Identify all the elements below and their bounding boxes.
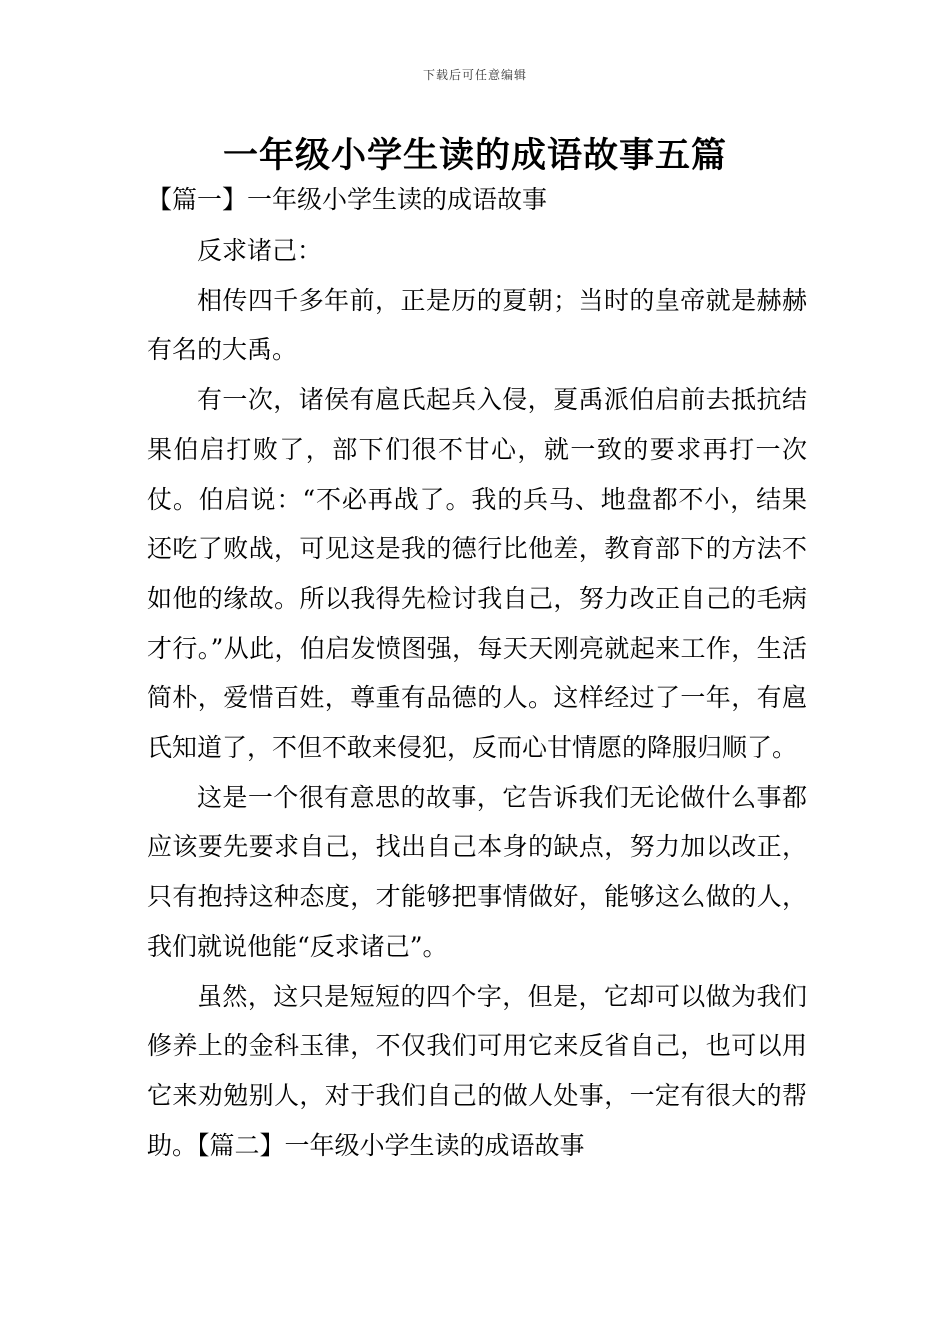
paragraph: 有一次，诸侯有扈氏起兵入侵，夏禹派伯启前去抵抗结果伯启打败了，部下们很不甘心，就一致的要求再打一次仗。伯启说：“不必再战了。我的兵马、地盘都不小，结果还吃了败战，可见这是我的德行比他差，教育部下的方法不如他的缘故。所以我得先检讨我自己，努力改正自己的毛病才行。”从此，伯启发愤图强，每天天刚亮就起来工作，生活简朴，爱惜百姓，尊重有品德的人。这样经过了一年，有扈氏知道了，不但不敢来侵犯，反而心甘情愿的降服归顺了。 bbox=[147, 385, 807, 763]
document-body bbox=[147, 226, 807, 1170]
document-title: 一年级小学生读的成语故事五篇 bbox=[222, 136, 727, 176]
paragraph: 这是一个很有意思的故事，它告诉我们无论做什么事都应该要先要求自己，找出自己本身的缺点，努力加以改正，只有抱持这种态度，才能够把事情做好，能够这么做的人，我们就说他能“反求诸己”。 bbox=[147, 782, 807, 961]
paragraph-idiom-title: 反求诸己： bbox=[197, 236, 323, 265]
section-heading: 【篇一】一年级小学生读的成语故事 bbox=[147, 185, 548, 214]
header-note: 下载后可任意编辑 bbox=[422, 68, 527, 82]
paragraph: 相传四千多年前，正是历的夏朝；当时的皇帝就是赫赫有名的大禹。 bbox=[147, 285, 807, 365]
paragraph: 虽然，这只是短短的四个字，但是，它却可以做为我们修养上的金科玉律，不仅我们可用它来反省自己，也可以用它来劝勉别人，对于我们自己的做人处事，一定有很大的帮助。【篇二】一年级小学生读的成语故事 bbox=[147, 981, 807, 1160]
